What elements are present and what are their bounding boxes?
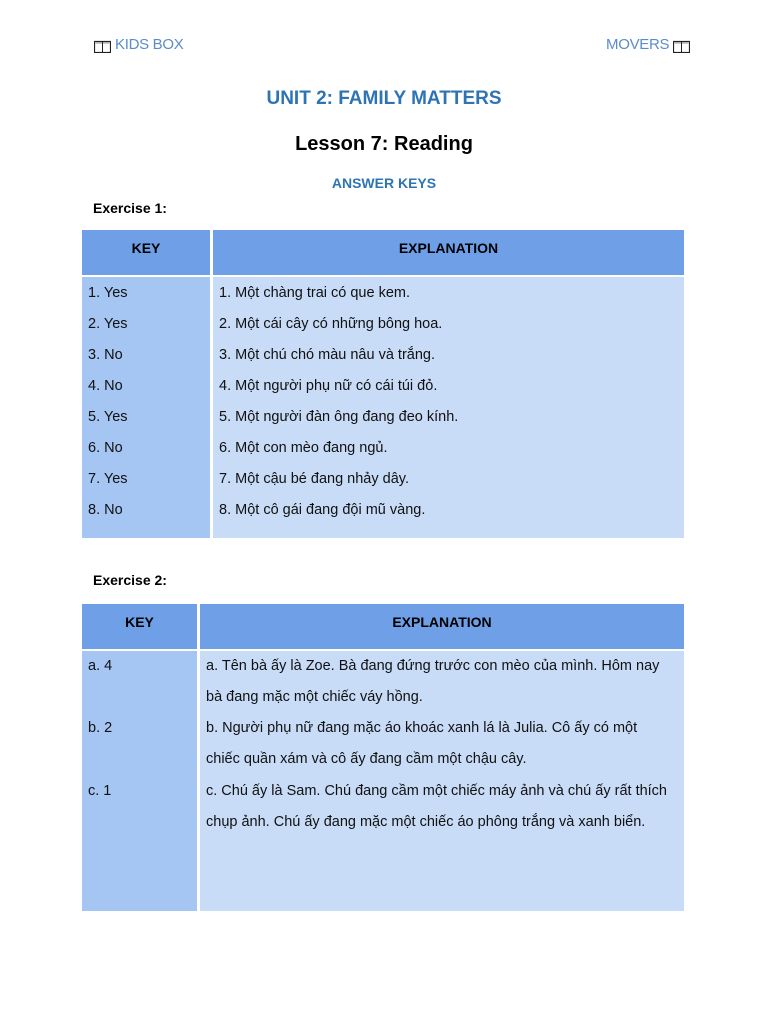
unit-title: UNIT 2: FAMILY MATTERS	[266, 88, 502, 109]
explanation-cell: 1. Một chàng trai có que kem.	[219, 285, 411, 301]
explanation-cell: 8. Một cô gái đang đội mũ vàng.	[219, 502, 426, 518]
explanation-cell: b. Người phụ nữ đang mặc áo khoác xanh lá là Julia. Cô ấy có một chiếc quần xám và cô ấy đang cầm một chậu cây.	[206, 720, 638, 767]
answer-keys-heading: ANSWER KEYS	[331, 175, 437, 191]
table-header-explanation	[200, 604, 684, 649]
exercise-2-label: Exercise 2:	[93, 572, 167, 588]
table-header-key-label: KEY	[125, 614, 154, 630]
header-left-label: KIDS BOX	[115, 36, 184, 53]
explanation-cell: 6. Một con mèo đang ngủ.	[219, 440, 388, 456]
table-header-key	[82, 230, 210, 275]
header-right	[606, 36, 690, 53]
explanation-cell: 2. Một cái cây có những bông hoa.	[219, 316, 443, 332]
explanation-cell: 3. Một chú chó màu nâu và trắng.	[219, 347, 436, 363]
table-header-explanation-label: EXPLANATION	[398, 240, 499, 256]
explanation-cell: c. Chú ấy là Sam. Chú đang cầm một chiếc máy ảnh và chú ấy rất thích chụp ảnh. Chú ấy đang mặc một chiếc áo phông trắng và xanh biển.	[206, 783, 667, 830]
key-cell: 8. No	[88, 502, 123, 518]
key-cell: 4. No	[88, 378, 123, 394]
key-cell: 2. Yes	[88, 316, 128, 332]
key-cell: a. 4	[88, 658, 113, 674]
header-right-label: MOVERS	[606, 36, 670, 53]
explanation-cell: a. Tên bà ấy là Zoe. Bà đang đứng trước con mèo của mình. Hôm nay bà đang mặc một chiếc váy hồng.	[206, 658, 660, 705]
key-cell: 6. No	[88, 440, 123, 456]
table-header-key	[82, 604, 197, 649]
key-cell: c. 1	[88, 783, 112, 799]
key-cell: 7. Yes	[88, 471, 128, 487]
key-cell: 5. Yes	[88, 409, 128, 425]
table-header-key-label: KEY	[131, 240, 161, 256]
key-column	[82, 651, 197, 911]
lesson-title: Lesson 7: Reading	[295, 133, 473, 155]
explanation-cell: 4. Một người phụ nữ có cái túi đỏ.	[219, 378, 438, 394]
key-cell: 3. No	[88, 347, 123, 363]
book-icon	[94, 40, 111, 53]
header-left	[94, 36, 183, 53]
exercise-1-table	[82, 230, 684, 538]
exercise-1-label: Exercise 1:	[93, 200, 167, 216]
table-header-explanation-label: EXPLANATION	[392, 614, 492, 630]
explanation-cell: 5. Một người đàn ông đang đeo kính.	[219, 409, 459, 425]
exercise-2-table	[82, 604, 684, 911]
key-cell: 1. Yes	[88, 285, 128, 301]
key-cell: b. 2	[88, 720, 113, 736]
book-icon	[673, 40, 690, 53]
explanation-cell: 7. Một cậu bé đang nhảy dây.	[219, 471, 409, 487]
table-header-explanation	[213, 230, 684, 275]
